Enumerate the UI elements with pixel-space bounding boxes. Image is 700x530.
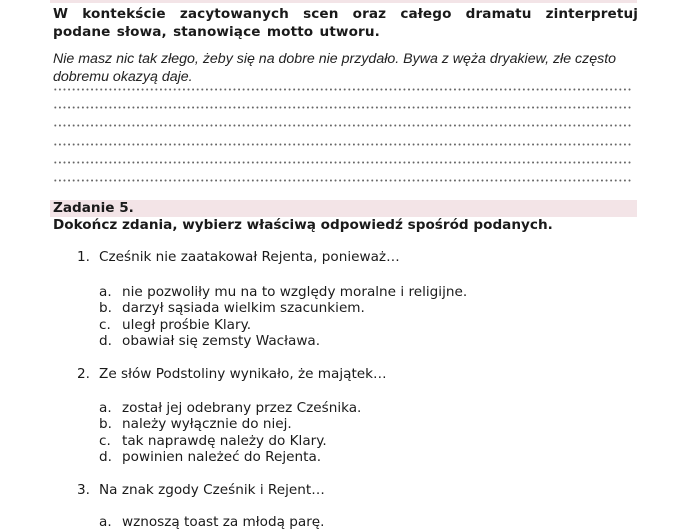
option-letter: c. [99, 316, 111, 333]
question-text: Cześnik nie zaatakował Rejenta, ponieważ… [99, 249, 400, 265]
option-text: należy wyłącznie do niej. [122, 416, 292, 433]
option-letter: a. [99, 400, 112, 416]
option-c[interactable] [99, 433, 361, 449]
option-text: powinien należeć do Rejenta. [122, 448, 322, 465]
task-4-instruction: W kontekście zacytowanych scen oraz całego dramatu zinterpretuj podane słowa, stanowiące motto utworu. [53, 6, 638, 40]
option-a[interactable] [99, 284, 467, 300]
motto-quote: Nie masz nic tak złego, żeby się na dobre nie przydało. Bywa z węża dryakiew, złe często dobremu okazyą daje. [53, 51, 617, 85]
answer-lines[interactable] [53, 88, 631, 197]
option-d[interactable] [99, 333, 467, 349]
answer-line[interactable] [53, 88, 631, 91]
option-a[interactable] [99, 514, 325, 530]
task-5-header-band [50, 200, 637, 217]
option-letter: d. [99, 332, 112, 349]
answer-line[interactable] [53, 179, 631, 182]
question-3-options [99, 514, 325, 530]
question-number: 2. [77, 366, 90, 382]
question-3 [77, 482, 325, 498]
question-1-options [99, 284, 467, 349]
option-d[interactable] [99, 449, 361, 465]
option-a[interactable] [99, 400, 361, 416]
option-text: tak naprawdę należy do Klary. [122, 432, 327, 449]
section-header-band [50, 0, 637, 3]
option-text: darzył sąsiada wielkim szacunkiem. [122, 300, 365, 317]
option-text: wznoszą toast za młodą parę. [122, 514, 325, 530]
question-2-options [99, 400, 361, 465]
option-letter: d. [99, 448, 112, 465]
option-letter: b. [99, 416, 112, 433]
question-2 [77, 366, 387, 382]
option-c[interactable] [99, 317, 467, 333]
question-number: 1. [77, 249, 90, 265]
option-text: uległ prośbie Klary. [122, 316, 252, 333]
task-5-instruction: Dokończ zdania, wybierz właściwą odpowiedź spośród podanych. [53, 217, 553, 233]
option-b[interactable] [99, 300, 467, 316]
question-text: Ze słów Podstoliny wynikało, że majątek… [99, 366, 387, 382]
option-text: nie pozwoliły mu na to względy moralne i religijne. [122, 284, 468, 300]
option-letter: b. [99, 300, 112, 317]
answer-line[interactable] [53, 124, 631, 127]
question-text: Na znak zgody Cześnik i Rejent… [99, 482, 325, 498]
option-text: obawiał się zemsty Wacława. [122, 332, 321, 349]
option-letter: a. [99, 514, 112, 530]
option-letter: c. [99, 432, 111, 449]
question-number: 3. [77, 482, 90, 498]
task-5-title: Zadanie 5. [53, 200, 134, 216]
answer-line[interactable] [53, 161, 631, 164]
option-letter: a. [99, 284, 112, 300]
answer-line[interactable] [53, 143, 631, 146]
option-text: został jej odebrany przez Cześnika. [122, 400, 362, 416]
option-b[interactable] [99, 416, 361, 432]
question-1 [77, 249, 400, 265]
answer-line[interactable] [53, 106, 631, 109]
